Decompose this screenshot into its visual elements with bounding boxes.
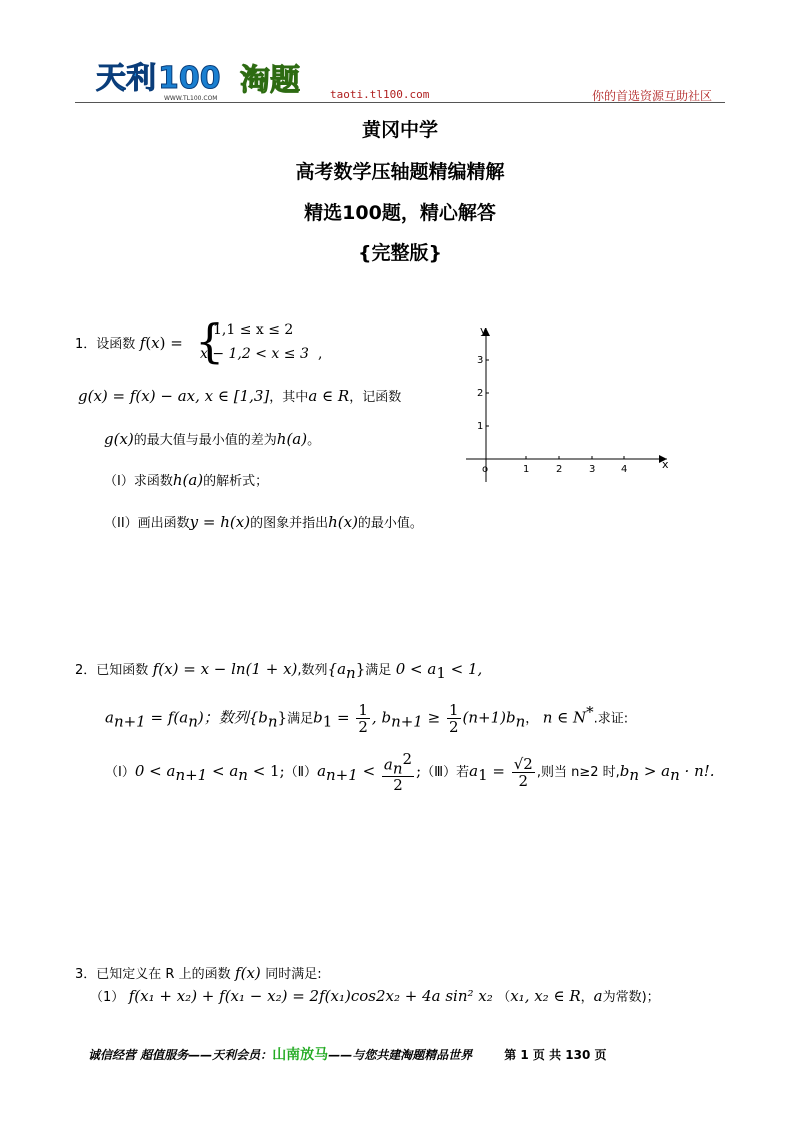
origin-label: o bbox=[482, 464, 489, 475]
q2-half-fraction-2: $\frac{1}{2}$ bbox=[448, 701, 459, 737]
q1-part1-ha: h(a) bbox=[172, 471, 204, 489]
q2-an1: a bbox=[105, 708, 114, 727]
q2-an: {a bbox=[327, 660, 347, 678]
q2-part3-eq: = bbox=[487, 762, 510, 781]
q2-part3-bn: b bbox=[619, 762, 630, 781]
footer-text-1: 诚信经营 超值服务——天利会员： bbox=[88, 1048, 273, 1062]
q3-cond1-domain: x₁, x₂ ∈ R bbox=[510, 987, 581, 1005]
y-tick-label-3: 3 bbox=[477, 355, 484, 366]
q3-tail: 同时满足: bbox=[265, 967, 322, 982]
q3-line1 bbox=[75, 963, 322, 985]
page-footer bbox=[88, 1044, 607, 1064]
q3-cond1-const: 为常数)； bbox=[602, 990, 660, 1005]
site-logo bbox=[92, 52, 312, 104]
q2-range-end: < 1, bbox=[445, 660, 483, 678]
q1-number: 1． bbox=[75, 337, 97, 352]
q1-case1: 1,1 ≤ x ≤ 2 bbox=[213, 322, 294, 338]
q2-star: * bbox=[586, 703, 594, 721]
q2-lead: 已知函数 bbox=[96, 663, 149, 678]
q1-where: ，其中 bbox=[269, 390, 309, 405]
q2-part2-a: a bbox=[317, 762, 327, 781]
q2-part1-a: 0 < a bbox=[134, 762, 176, 781]
q2-number: 2． bbox=[75, 663, 97, 678]
y-tick-label-1: 1 bbox=[477, 421, 484, 432]
q2-part3-num: （Ⅲ）若 bbox=[421, 765, 470, 781]
q3-cond1-num: （1） bbox=[90, 990, 125, 1005]
q2-line1: 2．已知函数 f(x) = x − ln(1 + x),数列$\{a_n\}$满足 $0 < a_1 < 1$, bbox=[75, 660, 483, 682]
q2-fx: f(x) = x − ln(1 + x) bbox=[152, 660, 298, 678]
q3-cond1-sep: ， bbox=[580, 990, 594, 1005]
q1-lead: 设函数 bbox=[96, 337, 136, 352]
q3-lead: 已知定义在 R 上的函数 bbox=[96, 967, 231, 982]
footer-text-2: ——与您共建淘题精品世界 bbox=[328, 1048, 473, 1062]
q1-part2-y: y = h(x) bbox=[189, 513, 251, 531]
q1-line2 bbox=[78, 386, 401, 408]
school-title: 黄冈中学 bbox=[361, 119, 438, 141]
q2-prove: .求证: bbox=[593, 711, 629, 727]
q1-line3-text: 的最大值与最小值的差为 bbox=[133, 433, 277, 448]
q1-part2 bbox=[104, 512, 423, 534]
footer-member-name: 山南放马 bbox=[272, 1047, 329, 1063]
q3-cond1-paren: （ bbox=[497, 990, 511, 1005]
q2-l2-k: ， bbox=[525, 711, 539, 727]
q1-line3 bbox=[104, 429, 320, 451]
site-url: taoti.tl100.com bbox=[330, 88, 430, 101]
y-tick-label-2: 2 bbox=[477, 388, 484, 399]
q2-bn1: , b bbox=[371, 708, 392, 727]
q2-part1-c: < 1; bbox=[247, 762, 285, 781]
logo-text-blue: 天利 bbox=[96, 61, 156, 96]
q2-eq: = bbox=[332, 708, 355, 727]
q2-part3-a1: a bbox=[469, 762, 479, 781]
x-tick-label-4: 4 bbox=[621, 464, 628, 475]
site-slogan: 你的首选资源互助社区 bbox=[592, 89, 713, 103]
q1-coordinate-graph bbox=[462, 322, 672, 490]
q2-f-an: = f(a bbox=[145, 708, 189, 727]
q2-line2: $a_{n+1} = f(a_n)$；数列$\{b_n\}$满足$b_1$ = $\frac{1}{2}$ , $b_{n+1}$ ≥ $\frac{1}{2}$ $(n+1)b_n$， n ∈ N*.求证: bbox=[105, 701, 629, 737]
q1-part1 bbox=[104, 470, 268, 492]
q2-n-in-N: n ∈ N bbox=[542, 708, 587, 727]
q2-cond: 满足 bbox=[365, 663, 392, 678]
q1-part2-lead: （II）画出函数 bbox=[104, 516, 190, 531]
x-axis-label: x bbox=[662, 458, 669, 471]
x-tick-label-1: 1 bbox=[523, 464, 530, 475]
x-tick-label-2: 2 bbox=[556, 464, 563, 475]
q1-brace: { bbox=[195, 314, 225, 368]
logo-small-url: WWW.TL100.COM bbox=[164, 95, 218, 102]
q2-bn: {b bbox=[248, 708, 268, 727]
q3-number: 3． bbox=[75, 967, 97, 982]
edition-title: {完整版} bbox=[357, 242, 443, 264]
y-axis-label: y bbox=[480, 324, 487, 337]
q2-part3-fact: · n!. bbox=[679, 762, 715, 781]
main-title: 高考数学压轴题精编精解 bbox=[295, 161, 505, 183]
q1-part1-tail: 的解析式； bbox=[203, 474, 269, 489]
q1-part2-mid: 的图象并指出 bbox=[250, 516, 329, 531]
q1-ha: h(a) bbox=[276, 430, 308, 448]
q1-a-in-r: a ∈ R bbox=[308, 387, 350, 405]
q1-case2: x − 1,2 < x ≤ 3 bbox=[200, 346, 309, 362]
q2-part3-when: ,则当 n≥2 时, bbox=[536, 765, 620, 781]
sub-title: 精选100题，精心解答 bbox=[304, 202, 496, 224]
q1-gx: g(x) bbox=[104, 430, 134, 448]
q2-part2-semi: ; bbox=[416, 762, 422, 781]
q3-fx: f(x) bbox=[235, 964, 261, 982]
q1-part2-tail: 的最小值。 bbox=[357, 516, 423, 531]
x-tick-label-3: 3 bbox=[589, 464, 596, 475]
q2-range: 0 < a bbox=[395, 660, 437, 678]
q1-note: ，记函数 bbox=[349, 390, 402, 405]
q2-part2-fraction: $\frac{a_n^2}{2}$ bbox=[383, 750, 413, 795]
q1-part2-hx: h(x) bbox=[328, 513, 358, 531]
logo-text-100: 100 bbox=[158, 61, 221, 96]
q2-l2-e: 满足 bbox=[287, 711, 314, 727]
q2-seq: ,数列 bbox=[297, 663, 328, 678]
q3-cond1-eq: f(x₁ + x₂) + f(x₁ − x₂) = 2f(x₁)cos2x₂ + 4a sin² x₂ bbox=[128, 987, 493, 1005]
q1-period: 。 bbox=[307, 433, 321, 448]
header-divider bbox=[75, 102, 725, 103]
q2-nbn: (n+1)b bbox=[462, 708, 516, 727]
q1-g-def: g(x) = f(x) − ax, x ∈ [1,3] bbox=[78, 387, 270, 405]
q2-ge: ≥ bbox=[422, 708, 445, 727]
q1-line1: 1．设函数 f(x) = bbox=[75, 334, 183, 352]
q3-cond1 bbox=[90, 986, 660, 1008]
q2-part1-b: < a bbox=[207, 762, 239, 781]
q2-part1-num: （Ⅰ） bbox=[105, 765, 135, 781]
q2-line3: （Ⅰ）0 < $a_{n+1} < a_n$ < $1;(Ⅱ)a_{n+1}$ < $\frac{a_n^2}{2}$ ;（Ⅲ）若$a_1$ = $\frac{√2}{2}$ ,则当 n≥2 时$,b_n > a_n \cdot n$!. bbox=[105, 750, 715, 795]
q3-cond1-a: a bbox=[593, 987, 603, 1005]
q2-part3-fraction: $\frac{√2}{2}$ bbox=[513, 754, 533, 790]
logo-text-green: 淘题 bbox=[240, 63, 300, 98]
q1-comma: , bbox=[318, 346, 323, 362]
q1-fx: f bbox=[139, 334, 146, 352]
q2-half-fraction: $\frac{1}{2}$ bbox=[358, 701, 368, 737]
q2-part3-gt: > a bbox=[639, 762, 671, 781]
footer-page-number: 第 1 页 共 130 页 bbox=[504, 1048, 607, 1062]
q2-b1: b bbox=[313, 708, 323, 727]
q1-part1-lead: （I）求函数 bbox=[104, 474, 173, 489]
q2-part2-num: （Ⅱ） bbox=[284, 765, 318, 781]
q2-l2-c: )；数列 bbox=[197, 708, 249, 727]
q2-part2-lt: < bbox=[357, 762, 380, 781]
